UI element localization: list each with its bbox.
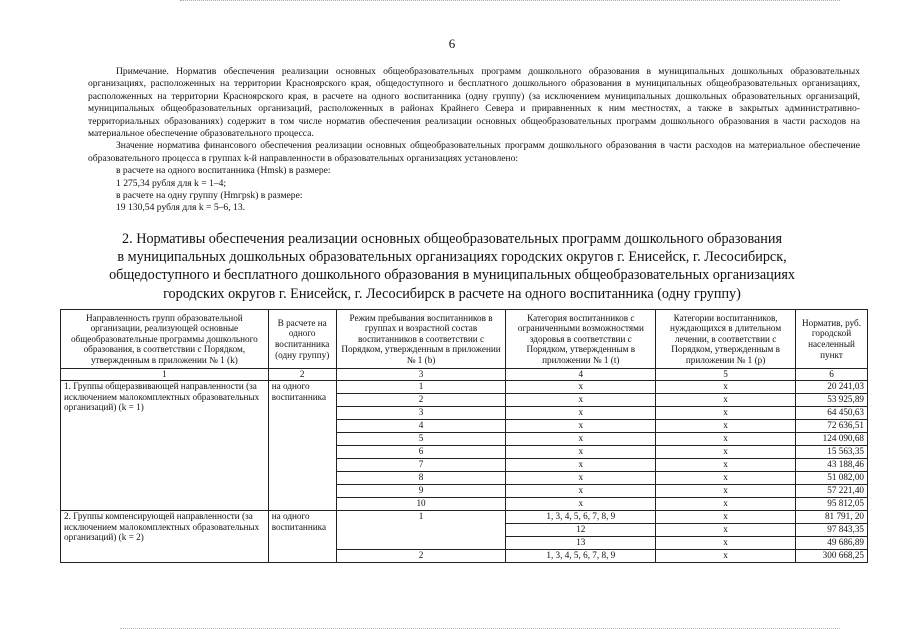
treatment-cell: x — [656, 459, 796, 472]
header-ovz-category: Категория воспитанников с ограниченными возможностями здоровья в соответствии с Порядком, утвержденным в приложении № 1 (t) — [506, 310, 656, 369]
col-number: 5 — [656, 369, 796, 381]
normative-cell: 97 843,35 — [796, 524, 868, 537]
ovz-cell: x — [506, 459, 656, 472]
title-line: 2. Нормативы обеспечения реализации основных общеобразовательных программ дошкольного образования — [122, 231, 782, 247]
treatment-cell: x — [656, 446, 796, 459]
ovz-cell: x — [506, 485, 656, 498]
ovz-cell: 1, 3, 4, 5, 6, 7, 8, 9 — [506, 511, 656, 524]
ovz-cell: 13 — [506, 537, 656, 550]
regime-cell: 6 — [336, 446, 506, 459]
regime-cell: 8 — [336, 472, 506, 485]
treatment-cell: x — [656, 472, 796, 485]
treatment-cell: x — [656, 511, 796, 524]
note-line-4: 19 130,54 рубля для k = 5–6, 13. — [116, 202, 246, 214]
normative-cell: 72 636,51 — [796, 420, 868, 433]
col-number: 6 — [796, 369, 868, 381]
title-line: общедоступного и бесплатного дошкольного образования в муниципальных общеобразовательных организациях — [109, 267, 795, 284]
col-number: 3 — [336, 369, 506, 381]
treatment-cell: x — [656, 550, 796, 563]
ovz-cell: x — [506, 433, 656, 446]
normative-cell: 49 686,89 — [796, 537, 868, 550]
title-line: в муниципальных дошкольных образовательных организациях городских округов г. Енисейск, г. Лесосибирск, — [117, 249, 787, 266]
normative-cell: 43 188,46 — [796, 459, 868, 472]
treatment-cell: x — [656, 433, 796, 446]
note-section — [88, 66, 860, 215]
ovz-cell: x — [506, 407, 656, 420]
normative-cell: 51 082,00 — [796, 472, 868, 485]
normative-cell: 53 925,89 — [796, 394, 868, 407]
table-header-row — [61, 310, 868, 369]
treatment-cell: x — [656, 394, 796, 407]
col-number: 1 — [61, 369, 269, 381]
regime-cell: 4 — [336, 420, 506, 433]
header-per-unit: В расчете на одного воспитанника (одну группу) — [268, 310, 336, 369]
ovz-cell: x — [506, 472, 656, 485]
group-2-per-unit: на одного воспитанника — [268, 511, 336, 563]
col-number: 2 — [268, 369, 336, 381]
regime-cell: 9 — [336, 485, 506, 498]
col-number: 4 — [506, 369, 656, 381]
scan-artifact-bottom — [120, 628, 840, 631]
normative-cell: 15 563,35 — [796, 446, 868, 459]
header-treatment-category: Категории воспитанников, нуждающихся в длительном лечении, в соответствии с Порядком, утвержденным в приложении № 1 (p) — [656, 310, 796, 369]
regime-cell: 7 — [336, 459, 506, 472]
title-line: городских округов г. Енисейск, г. Лесосибирск в расчете на одного воспитанника (одну группу) — [163, 285, 741, 302]
normative-cell: 64 450,63 — [796, 407, 868, 420]
normative-cell: 95 812,05 — [796, 498, 868, 511]
regime-cell: 3 — [336, 407, 506, 420]
group-2-label: 2. Группы компенсирующей направленности (за исключением малокомплектных образовательных организаций) (k = 2) — [61, 511, 269, 563]
note-line-3: в расчете на одну группу (Нmгpsk) в размере: — [116, 190, 303, 202]
regime-cell: 2 — [336, 550, 506, 563]
section-title — [60, 230, 844, 303]
regime-cell: 5 — [336, 433, 506, 446]
ovz-cell: 12 — [506, 524, 656, 537]
note-line-2: 1 275,34 рубля для k = 1–4; — [116, 177, 227, 189]
ovz-cell: x — [506, 420, 656, 433]
treatment-cell: x — [656, 498, 796, 511]
treatment-cell: x — [656, 537, 796, 550]
group-1-label: 1. Группы общеразвивающей направленности (за исключением малокомплектных образовательных организаций) (k = 1) — [61, 381, 269, 511]
normative-cell: 81 791, 20 — [796, 511, 868, 524]
treatment-cell: x — [656, 407, 796, 420]
ovz-cell: x — [506, 394, 656, 407]
table-row — [61, 511, 868, 524]
scan-artifact-top — [180, 0, 840, 3]
treatment-cell: x — [656, 381, 796, 394]
regime-cell: 2 — [336, 394, 506, 407]
ovz-cell: x — [506, 381, 656, 394]
note-paragraph-2: Значение норматива финансового обеспечения реализации основных общеобразовательных программ дошкольного образования в части расходов на материальное обеспечение образовательного процесса в группах k-й направленности в образовательных организациях установлено: — [88, 140, 860, 164]
normative-cell: 300 668,25 — [796, 550, 868, 563]
ovz-cell: x — [506, 446, 656, 459]
treatment-cell: x — [656, 485, 796, 498]
normative-cell: 20 241,03 — [796, 381, 868, 394]
page-number: 6 — [448, 36, 456, 51]
treatment-cell: x — [656, 420, 796, 433]
normatives-table — [60, 309, 868, 563]
group-1-per-unit: на одного воспитанника — [268, 381, 336, 511]
regime-cell: 1 — [336, 511, 506, 550]
ovz-cell: 1, 3, 4, 5, 6, 7, 8, 9 — [506, 550, 656, 563]
note-line-1: в расчете на одного воспитанника (Нmsk) в размере: — [116, 165, 331, 177]
column-numbers-row — [61, 369, 868, 381]
normative-cell: 57 221,40 — [796, 485, 868, 498]
table-row — [61, 381, 868, 394]
ovz-cell: x — [506, 498, 656, 511]
normative-cell: 124 090,68 — [796, 433, 868, 446]
header-regime: Режим пребывания воспитанников в группах и возрастной состав воспитанников в соответствии с Порядком, утвержденным в приложении № 1 (b) — [336, 310, 506, 369]
header-direction: Направленность групп образовательной организации, реализующей основные общеобразовательные программы дошкольного образования, в соответствии с Порядком, утвержденным в приложении № 1 (k) — [61, 310, 269, 369]
regime-cell: 1 — [336, 381, 506, 394]
note-paragraph-1: Примечание. Норматив обеспечения реализации основных общеобразовательных программ дошкольного образования в муниципальных дошкольных образовательных организациях, расположенных на территории Красноярского края, общедоступного и бесплатного дошкольного образования в муниципальных общеобразовательных организациях, расположенных на территории Красноярского края, в расчете на одного воспитанника (одну группу) (за исключением муниципальных дошкольных образовательных организаций, муниципальных общеобразовательных организаций, расположенных в районах Крайнего Севера и приравненных к ним местностях, а также в закрытых административно-территориальных образованиях) содержит в том числе норматив обеспечения реализации основных общеобразовательных программ дошкольного образования в части расходов на материальное обеспечение образовательного процесса. — [88, 66, 860, 140]
regime-cell: 10 — [336, 498, 506, 511]
treatment-cell: x — [656, 524, 796, 537]
header-normative: Норматив, руб. городской населенный пункт — [796, 310, 868, 369]
